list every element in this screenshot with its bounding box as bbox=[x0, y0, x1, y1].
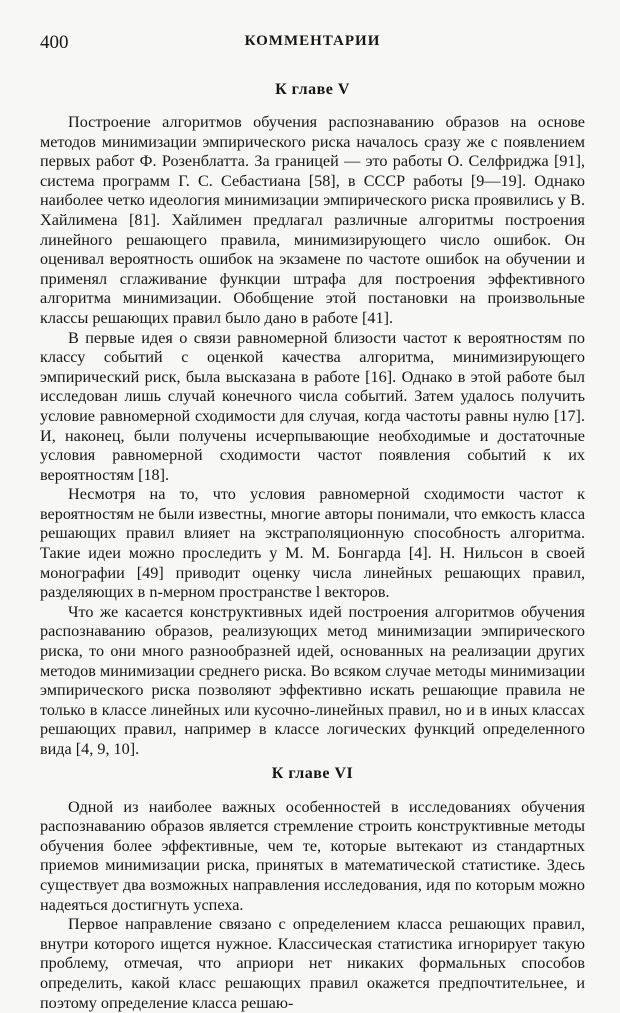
chapter-5-paragraph-1: Построение алгоритмов обучения распознаванию образов на основе методов минимизации эмпирического риска началось сразу же с появлением первых работ Ф. Розенблатта. За границей — это работы О. Селфриджа [91], система программ Г. С. Себастиана [58], в СССР работы [9—19]. Однако наиболее четко идеология минимизации эмпирического риска проявились у В. Хайлимена [81]. Хайлимен предлагал различные алгоритмы построения линейного решающего правила, минимизирующего число ошибок. Он оценивал вероятность ошибок на экзамене по частоте ошибок на обучении и применял сглаживание функции штрафа для построения эффективного алгоритма минимизации. Обобщение этой постановки на произвольные классы решающих правил было дано в работе [41]. bbox=[40, 113, 585, 327]
page-body bbox=[40, 78, 585, 1013]
chapter-5-paragraph-3: Несмотря на то, что условия равномерной сходимости частот к вероятностям не были известны, многие авторы понимали, что емкость класса решающих правил влияет на экстраполяционную способность алгоритма. Такие идеи можно проследить у М. М. Бонгарда [4]. Н. Нильсон в своей монографии [49] приводит оценку числа линейных решающих правил, разделяющих в n-мерном пространстве l векторов. bbox=[40, 485, 585, 602]
page-number: 400 bbox=[40, 32, 69, 53]
chapter-6-paragraph-1: Одной из наиболее важных особенностей в исследованиях обучения распознаванию образов является стремление строить конструктивные методы обучения более эффективные, чем те, которые вытекают из стандартных приемов минимизации риска, принятых в математической статистике. Здесь существует два возможных направления исследования, идя по которым можно надеяться достигнуть успеха. bbox=[40, 797, 585, 914]
chapter-5-paragraph-2: В первые идея о связи равномерной близости частот к вероятностям по классу событий с оценкой качества алгоритма, минимизирующего эмпирический риск, была высказана в работе [16]. Однако в этой работе был исследован лишь случай конечного числа событий. Затем удалось получить условие равномерной сходимости для случая, когда частоты равны нулю [17]. И, наконец, были получены исчерпывающие необходимые и достаточные условия равномерной сходимости частот появления событий к их вероятностям [18]. bbox=[40, 328, 585, 484]
chapter-6-paragraph-2: Первое направление связано с определением класса решающих правил, внутри которого ищется нужное. Классическая статистика игнорирует такую проблему, отмечая, что априори нет никаких формальных способов определить, какой класс решающих правил окажется предпочтительнее, и поэтому определение класса решаю- bbox=[40, 915, 585, 1012]
chapter-6-heading: К главе VI bbox=[271, 764, 354, 782]
chapter-5-heading: К главе V bbox=[275, 81, 350, 98]
chapter-5-paragraph-4: Что же касается конструктивных идей построения алгоритмов обучения распознаванию образов, реализующих метод минимизации эмпирического риска, то они много разнообразней идей, основанных на реализации других методов минимизации среднего риска. Во всяком случае методы минимизации эмпирического риска позволяют эффективно искать решающие правила не только в классе линейных или кусочно-линейных правил, но и в иных классах решающих правил, например в классе логических функций определенного вида [4, 9, 10]. bbox=[40, 602, 585, 758]
running-title: КОММЕНТАРИИ bbox=[244, 33, 381, 49]
page-header bbox=[40, 32, 585, 56]
